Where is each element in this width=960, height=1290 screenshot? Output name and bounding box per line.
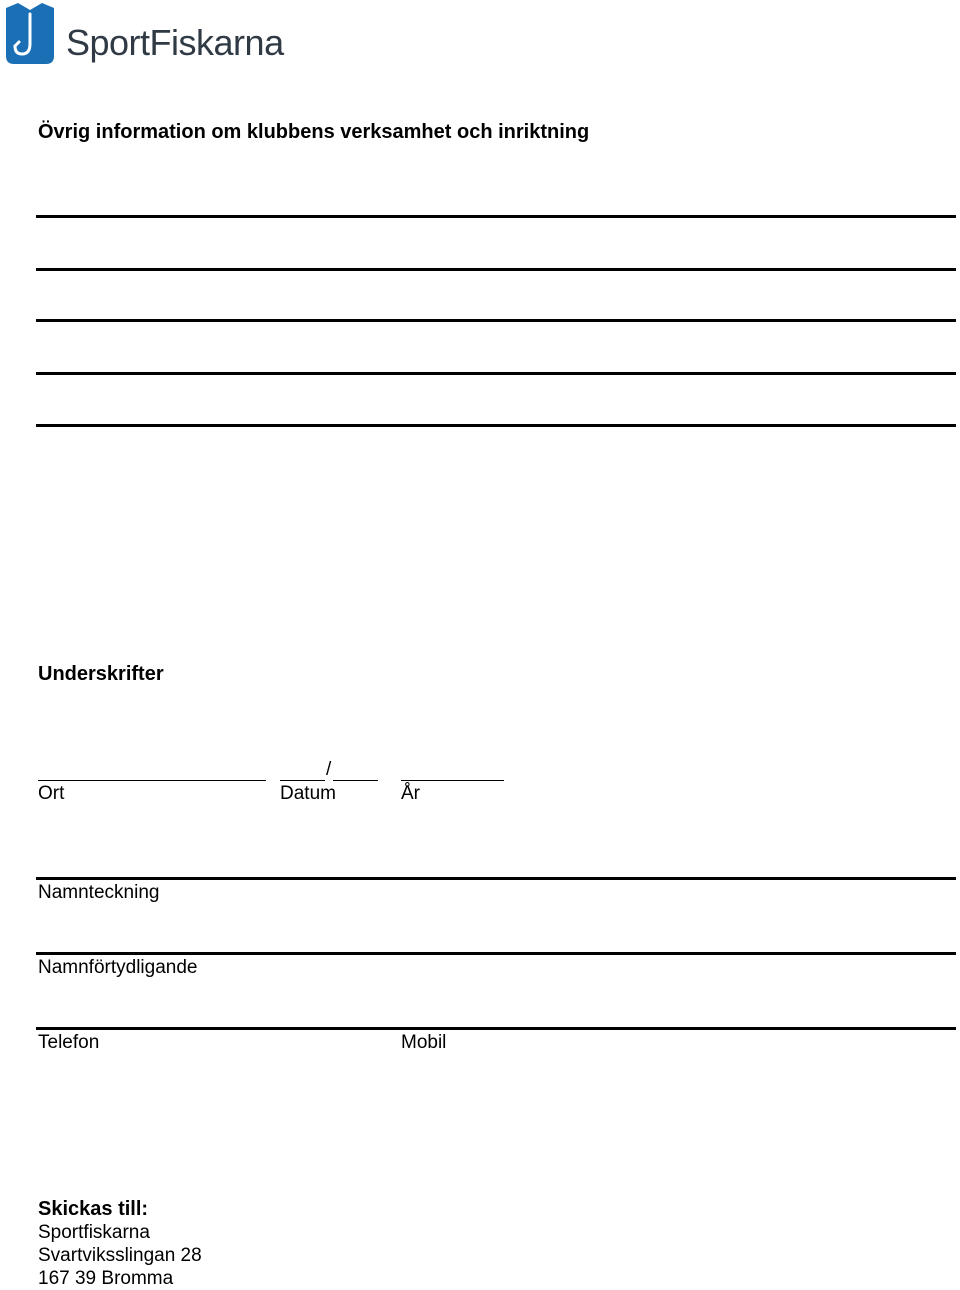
sportfiskarna-logo [4, 2, 304, 66]
send-to-line-organization: Sportfiskarna [38, 1222, 150, 1243]
date-label: Datum [280, 783, 336, 804]
send-to-title: Skickas till: [38, 1198, 149, 1220]
year-field[interactable] [401, 780, 504, 781]
signatures-section-title: Underskrifter [38, 663, 164, 685]
signature-label: Namnteckning [38, 882, 160, 903]
send-to-line-street: Svartviksslingan 28 [38, 1245, 202, 1266]
date-month-field[interactable] [333, 780, 378, 781]
name-clarification-label: Namnförtydligande [38, 957, 198, 978]
info-line-1[interactable] [36, 215, 956, 218]
send-to-block [38, 1197, 202, 1290]
phone-label: Telefon [38, 1032, 100, 1053]
logo-wordmark: SportFiskarna [66, 22, 284, 63]
info-line-5[interactable] [36, 424, 956, 427]
info-line-4[interactable] [36, 372, 956, 375]
place-field[interactable] [38, 780, 266, 781]
place-label: Ort [38, 783, 65, 804]
info-line-3[interactable] [36, 319, 956, 322]
send-to-line-postal: 167 39 Bromma [38, 1268, 174, 1289]
info-section-title: Övrig information om klubbens verksamhet och inriktning [38, 121, 590, 143]
signature-field[interactable] [36, 877, 956, 880]
info-line-2[interactable] [36, 268, 956, 271]
phone-mobile-field[interactable] [36, 1027, 956, 1030]
fish-hook-logo-icon [4, 2, 56, 66]
date-separator: / [326, 759, 332, 780]
year-label: År [401, 783, 420, 804]
date-day-field[interactable] [280, 780, 325, 781]
mobile-label: Mobil [401, 1032, 447, 1053]
name-clarification-field[interactable] [36, 952, 956, 955]
